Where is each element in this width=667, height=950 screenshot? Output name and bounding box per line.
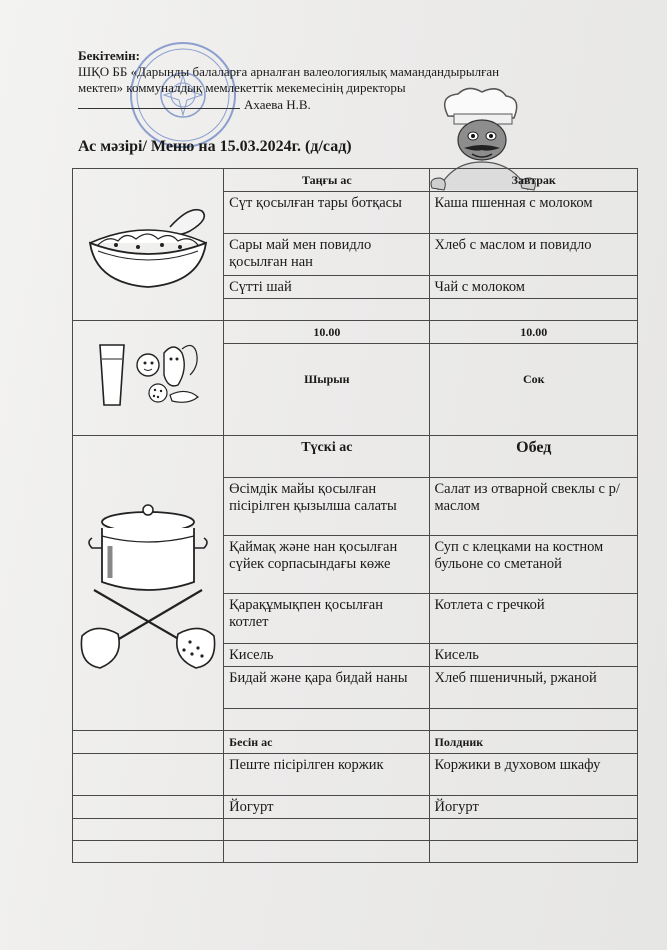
empty-cell <box>429 819 638 841</box>
empty-cell <box>73 819 224 841</box>
afternoon-header-row <box>73 731 638 754</box>
snack-image-cell <box>73 321 224 436</box>
director-name: Ахаева Н.В. <box>244 97 311 112</box>
lunch-item-kz: Бидай жəне қара бидай наны <box>224 667 429 709</box>
empty-cell <box>224 709 429 731</box>
lunch-item-ru: Салат из отварной свеклы с р/маслом <box>429 478 638 536</box>
empty-cell <box>224 841 429 863</box>
signature-line <box>78 96 240 109</box>
lunch-item-ru: Суп с клецками на костном бульоне со сметаной <box>429 536 638 594</box>
afternoon-item-ru: Коржики в духовом шкафу <box>429 754 638 796</box>
breakfast-image-cell <box>73 169 224 321</box>
breakfast-header-row <box>73 169 638 192</box>
breakfast-item-kz: Сары май мен повидло қосылған нан <box>224 234 429 276</box>
afternoon-item-kz: Пеште пісірілген коржик <box>224 754 429 796</box>
snack-time-row <box>73 321 638 344</box>
empty-cell <box>429 709 638 731</box>
approval-line-1: ШҚО ББ «Дарынды балаларға арналған валеологиялық мамандандырылған <box>78 64 500 79</box>
lunch-item-kz: Қарақұмықпен қосылған котлет <box>224 594 429 644</box>
empty-cell <box>429 299 638 321</box>
table-row <box>73 796 638 819</box>
empty-cell <box>73 731 224 754</box>
lunch-item-kz: Өсімдік майы қосылған пісірілген қызылша салаты <box>224 478 429 536</box>
lunch-item-ru: Кисель <box>429 644 638 667</box>
breakfast-header-kz: Таңғы ас <box>224 169 429 192</box>
snack-item-kz: Шырын <box>224 344 429 436</box>
lunch-item-ru: Хлеб пшеничный, ржаной <box>429 667 638 709</box>
approval-title: Бекітемін: <box>78 48 140 63</box>
approval-signature-row <box>78 96 638 113</box>
empty-cell <box>429 841 638 863</box>
afternoon-item-ru: Йогурт <box>429 796 638 819</box>
afternoon-header-ru: Полдник <box>429 731 638 754</box>
breakfast-item-kz: Сүтті шай <box>224 276 429 299</box>
lunch-image-cell <box>73 436 224 731</box>
lunch-header-kz: Түскі ас <box>224 436 429 478</box>
table-row <box>73 754 638 796</box>
breakfast-header-ru: Завтрак <box>429 169 638 192</box>
breakfast-item-ru: Каша пшенная с молоком <box>429 192 638 234</box>
lunch-header-row <box>73 436 638 478</box>
table-row-empty <box>73 841 638 863</box>
approval-line-2: мектеп» коммуналдық мемлекеттік мекемесінің директоры <box>78 80 406 95</box>
snack-time-ru: 10.00 <box>429 321 638 344</box>
breakfast-item-ru: Чай с молоком <box>429 276 638 299</box>
lunch-header-ru: Обед <box>429 436 638 478</box>
snack-item-ru: Сок <box>429 344 638 436</box>
juice-glass-and-fruit-icon <box>78 335 218 417</box>
breakfast-item-kz: Сүт қосылған тары ботқасы <box>224 192 429 234</box>
empty-cell <box>73 796 224 819</box>
empty-cell <box>224 819 429 841</box>
table-row-empty <box>73 819 638 841</box>
menu-title: Ас мәзірі/ Меню на 15.03.2024г. (д/сад) <box>78 138 352 155</box>
cooking-pot-and-ladles-icon <box>78 486 218 676</box>
lunch-item-kz: Қаймақ жəне нан қосылған сүйек сорпасындағы көже <box>224 536 429 594</box>
breakfast-item-ru: Хлеб с маслом и повидло <box>429 234 638 276</box>
porridge-bowl-icon <box>78 187 218 297</box>
approval-block <box>78 48 638 113</box>
lunch-item-kz: Кисель <box>224 644 429 667</box>
menu-table <box>72 168 638 863</box>
empty-cell <box>73 754 224 796</box>
afternoon-item-kz: Йогурт <box>224 796 429 819</box>
afternoon-header-kz: Бесін ас <box>224 731 429 754</box>
lunch-item-ru: Котлета с гречкой <box>429 594 638 644</box>
empty-cell <box>224 299 429 321</box>
empty-cell <box>73 841 224 863</box>
snack-time-kz: 10.00 <box>224 321 429 344</box>
